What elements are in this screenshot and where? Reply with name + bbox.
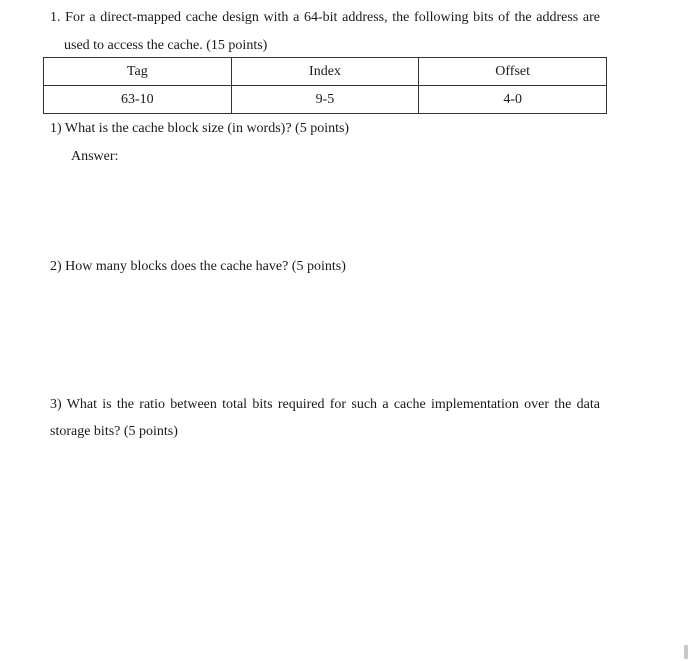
address-bits-table — [43, 57, 607, 114]
header-offset: Offset — [419, 58, 607, 86]
index-bits: 9-5 — [231, 86, 419, 114]
part-3-question-line-2: storage bits? (5 points) — [50, 424, 178, 439]
header-tag: Tag — [44, 58, 232, 86]
part-1-answer-label: Answer: — [71, 149, 119, 164]
offset-bits: 4-0 — [419, 86, 607, 114]
part-3-question-line-1: 3) What is the ratio between total bits required for such a cache implementation over the data — [50, 397, 600, 412]
table-header-row — [44, 58, 607, 86]
table-row — [44, 86, 607, 114]
tag-bits: 63-10 — [44, 86, 232, 114]
question-1-line-1: 1. For a direct-mapped cache design with a 64-bit address, the following bits of the address are — [50, 10, 600, 25]
question-1-line-2: used to access the cache. (15 points) — [64, 38, 268, 53]
part-1-question: 1) What is the cache block size (in words)? (5 points) — [50, 121, 350, 136]
header-index: Index — [231, 58, 419, 86]
scroll-indicator[interactable] — [684, 645, 688, 659]
part-2-question: 2) How many blocks does the cache have? (5 points) — [50, 259, 346, 274]
